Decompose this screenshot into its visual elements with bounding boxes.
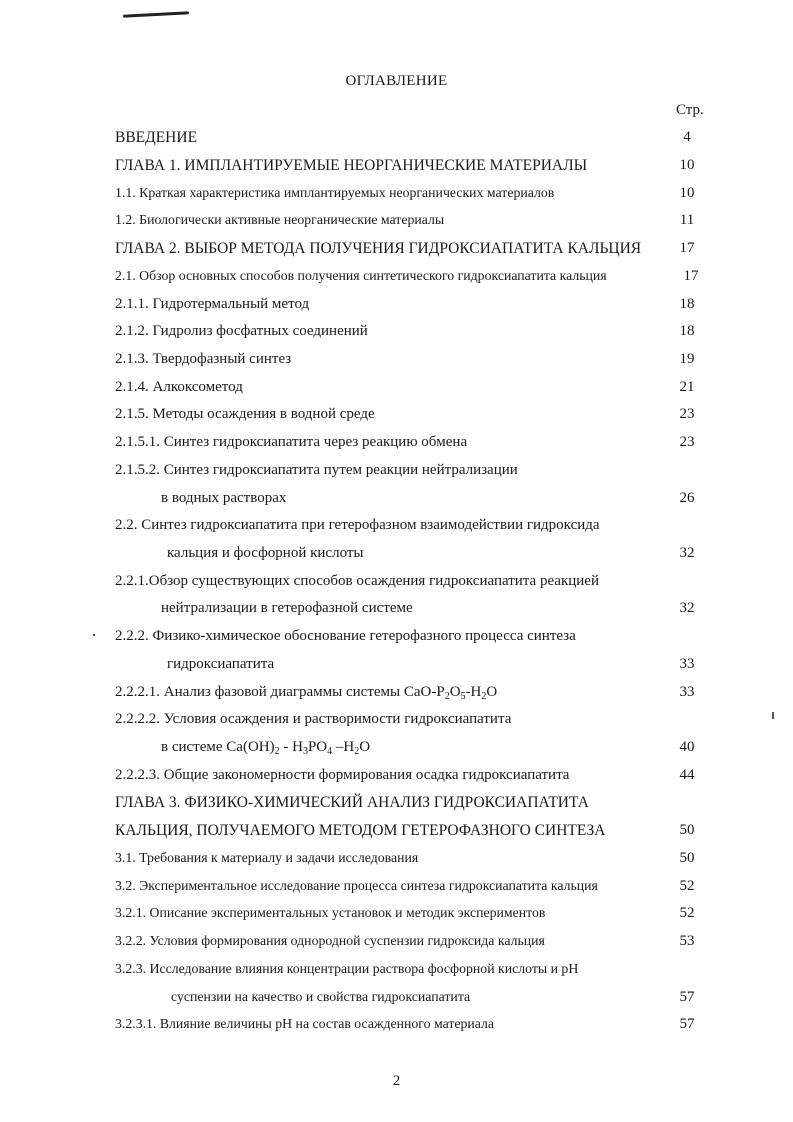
toc-entry-text: нейтрализации в гетерофазной системе (161, 600, 413, 616)
toc-entry-page: 44 (679, 767, 695, 783)
toc-entry-page: 50 (679, 850, 695, 866)
toc-entry-text: 2.1.5. Методы осаждения в водной среде (115, 406, 375, 422)
toc-entry-text: 2.1.5.1. Синтез гидроксиапатита через реакцию обмена (115, 434, 468, 450)
toc-entry-text: КАЛЬЦИЯ, ПОЛУЧАЕМОГО МЕТОДОМ ГЕТЕРОФАЗНОГО СИНТЕЗА (115, 822, 606, 839)
scan-speck (93, 634, 95, 636)
toc-entry-text: 2.2.2. Физико-химическое обоснование гетерофазного процесса синтеза (115, 628, 576, 644)
toc-entry-page: 17 (679, 240, 695, 256)
toc-entry-page: 19 (679, 351, 695, 367)
toc-entry-text: 3.2.2. Условия формирования однородной суспензии гидроксида кальция (115, 933, 545, 948)
toc-entry-page: 21 (679, 379, 695, 395)
toc-entry-page: 32 (679, 545, 695, 561)
toc-entry-page: 4 (683, 129, 691, 145)
page-column-header: Стр. (676, 102, 704, 118)
toc-entry-text: ГЛАВА 3. ФИЗИКО-ХИМИЧЕСКИЙ АНАЛИЗ ГИДРОКСИАПАТИТА (115, 794, 589, 811)
toc-entry-text: 3.2. Экспериментальное исследование процесса синтеза гидроксиапатита кальция (115, 878, 598, 893)
toc-entry-page: 10 (679, 157, 695, 173)
toc-entry-text: суспензии на качество и свойства гидроксиапатита (171, 989, 471, 1004)
toc-entry-page: 53 (679, 933, 695, 949)
toc-entry-text: 2.1.4. Алкоксометод (115, 379, 243, 395)
toc-entry-text: 2.2.2.2. Условия осаждения и растворимости гидроксиапатита (115, 711, 512, 727)
toc-entry-page: 52 (679, 878, 695, 894)
toc-entry-page: 18 (679, 323, 695, 339)
toc-entry-page: 52 (679, 905, 695, 921)
toc-entry-text: кальция и фосфорной кислоты (167, 545, 364, 561)
toc-entry-text: ВВЕДЕНИЕ (115, 129, 198, 146)
toc-entry-page: 26 (679, 490, 695, 506)
toc-entry-page: 18 (679, 296, 695, 312)
toc-entry-page: 57 (679, 989, 695, 1005)
toc-entry-page: 23 (679, 406, 695, 422)
toc-entry-text: ГЛАВА 1. ИМПЛАНТИРУЕМЫЕ НЕОРГАНИЧЕСКИЕ МАТЕРИАЛЫ (115, 157, 588, 174)
toc-entry-text: 3.1. Требования к материалу и задачи исследования (115, 850, 419, 865)
toc-entry-page: 40 (679, 739, 695, 755)
toc-entry-text: 1.2. Биологически активные неорганические материалы (115, 212, 445, 227)
toc-entry-page: 57 (679, 1016, 695, 1032)
toc-entry-text: 2.1.2. Гидролиз фосфатных соединений (115, 323, 368, 339)
toc-entry-text: 2.2. Синтез гидроксиапатита при гетерофазном взаимодействии гидроксида (115, 517, 600, 533)
toc-entry-text: 3.2.3.1. Влияние величины pH на состав осажденного материала (115, 1016, 495, 1031)
toc-entry-text: 2.1.5.2. Синтез гидроксиапатита путем реакции нейтрализации (115, 462, 518, 478)
page-number: 2 (392, 1073, 401, 1089)
page-title: ОГЛАВЛЕНИЕ (345, 73, 448, 89)
toc-entry-text: 2.1.1. Гидротермальный метод (115, 296, 310, 312)
toc-entry-page: 50 (679, 822, 695, 838)
toc-entry-text: ГЛАВА 2. ВЫБОР МЕТОДА ПОЛУЧЕНИЯ ГИДРОКСИАПАТИТА КАЛЬЦИЯ (115, 240, 642, 257)
toc-entry-page: 33 (679, 684, 695, 700)
toc-entry-text: 2.2.2.3. Общие закономерности формирования осадка гидроксиапатита (115, 767, 570, 783)
toc-entry-text: 2.1. Обзор основных способов получения синтетического гидроксиапатита кальция (115, 268, 607, 283)
toc-entry-page: 11 (679, 212, 695, 228)
scan-artifact-mark (123, 11, 189, 17)
toc-entry-text: 2.2.2.1. Анализ фазовой диаграммы системы CaO-$P_2O_5-H_2O$ (115, 684, 498, 702)
toc-entry-text: в водных растворах (161, 490, 287, 506)
toc-entry-page: 10 (679, 185, 695, 201)
toc-entry-page: 23 (679, 434, 695, 450)
toc-entry-text: 2.2.1.Обзор существующих способов осаждения гидроксиапатита реакцией (115, 573, 599, 589)
toc-entry-text: 1.1. Краткая характеристика имплантируемых неорганических материалов (115, 185, 555, 200)
toc-entry-page: 33 (679, 656, 695, 672)
toc-entry-text: 2.1.3. Твердофазный синтез (115, 351, 292, 367)
toc-entry-page: 32 (679, 600, 695, 616)
scan-speck (772, 712, 774, 719)
toc-entry-text: 3.2.1. Описание экспериментальных установок и методик экспериментов (115, 905, 546, 920)
toc-entry-text: гидроксиапатита (167, 656, 275, 672)
toc-entry-page: 17 (683, 268, 699, 284)
toc-entry-text: в системе $Ca(OH)_2 - H_3PO_4$ $-H_2O$ (161, 739, 371, 757)
toc-entry-text: 3.2.3. Исследование влияния концентрации раствора фосфорной кислоты и pH (115, 961, 579, 976)
